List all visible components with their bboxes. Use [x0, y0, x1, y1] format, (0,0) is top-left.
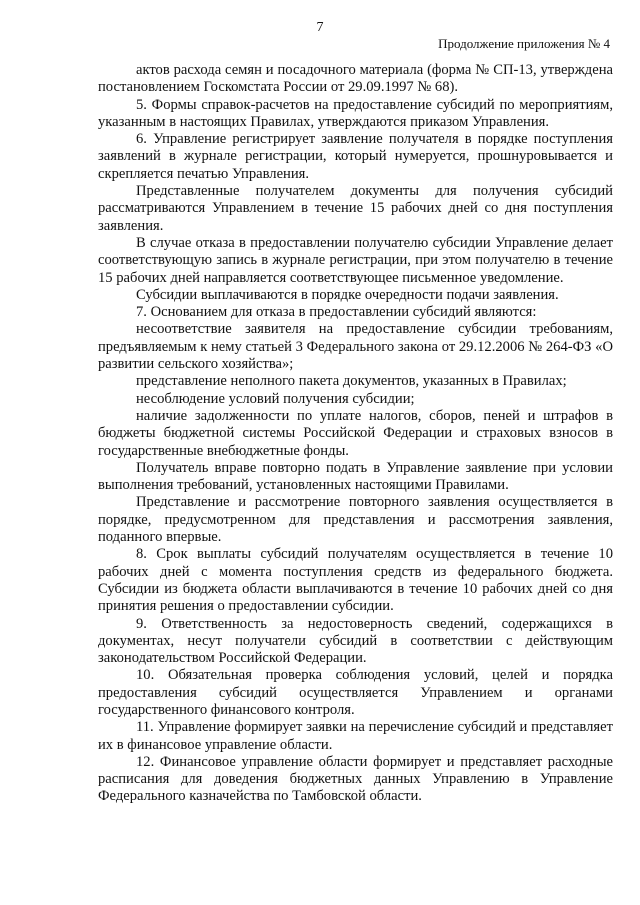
paragraph-item-7: 7. Основанием для отказа в предоставлении субсидий являются: — [136, 304, 537, 321]
appendix-label: Продолжение приложения № 4 — [438, 36, 610, 51]
paragraph-refusal-record: В случае отказа в предоставлении получателю субсидии Управление делает соответствующую запись в журнале регистрации, при этом получателю в течение 15 рабочих дней направляется соответствующее письменное уведомление. — [98, 234, 613, 286]
paragraph-refusal-reason-4: наличие задолженности по уплате налогов, сборов, пеней и штрафов в бюджеты бюджетной системы Российской Федерации и страховых взносов в государственные внебюджетные фонды. — [98, 407, 613, 459]
paragraph-item-12: 12. Финансовое управление области формирует и представляет расходные расписания для доведения бюджетных данных Управлению в Управление Федерального казначейства по Тамбовской области. — [98, 753, 613, 805]
paragraph-review-period: Представленные получателем документы для получения субсидий рассматриваются Управлением в течение 15 рабочих дней со дня поступления заявления. — [98, 183, 613, 234]
paragraph-item-9: 9. Ответственность за недостоверность сведений, содержащихся в документах, несут получатели субсидий в соответствии с действующим законодательством Российской Федерации. — [98, 615, 613, 667]
paragraph-item-10: 10. Обязательная проверка соблюдения условий, целей и порядка предоставления субсидий осуществляется Управлением и органами государственного финансового контроля. — [98, 667, 613, 718]
page-number: 7 — [316, 20, 324, 35]
paragraph-item-8: 8. Срок выплаты субсидий получателям осуществляется в течение 10 рабочих дней с момента поступления средств из федерального бюджета. Субсидии из бюджета области выплачиваются в течение 10 рабочих дней со дня принятия решения о предоставлении субсидии. — [98, 546, 613, 615]
paragraph-payment-order: Субсидии выплачиваются в порядке очередности подачи заявления. — [136, 286, 559, 303]
paragraph-item-6: 6. Управление регистрирует заявление получателя в порядке поступления заявлений в журнале регистрации, который нумеруется, прошнуровывается и скрепляется печатью Управления. — [98, 131, 613, 182]
paragraph-item-5: 5. Формы справок-расчетов на предоставление субсидий по мероприятиям, указанным в настоящих Правилах, утверждаются приказом Управления. — [98, 96, 613, 130]
paragraph-resubmission-review: Представление и рассмотрение повторного заявления осуществляется в порядке, предусмотренном для представления и рассмотрения заявления, поданного впервые. — [98, 494, 613, 546]
paragraph-refusal-reason-2: представление неполного пакета документов, указанных в Правилах; — [136, 373, 567, 390]
paragraph-refusal-reason-1: несоответствие заявителя на предоставление субсидии требованиям, предъявляемым к нему статьей 3 Федерального закона от 29.12.2006 № 264-ФЗ «О развитии сельского хозяйства»; — [98, 321, 613, 373]
paragraph-continuation: актов расхода семян и посадочного материала (форма № СП-13, утверждена постановлением Госкомстата России от 29.09.1997 № 68). — [98, 62, 613, 96]
paragraph-refusal-reason-3: несоблюдение условий получения субсидии; — [136, 390, 415, 407]
document-body — [98, 62, 613, 806]
paragraph-resubmission: Получатель вправе повторно подать в Управление заявление при условии выполнения требований, установленных настоящими Правилами. — [98, 459, 613, 494]
paragraph-item-11: 11. Управление формирует заявки на перечисление субсидий и представляет их в финансовое управление области. — [98, 719, 613, 753]
